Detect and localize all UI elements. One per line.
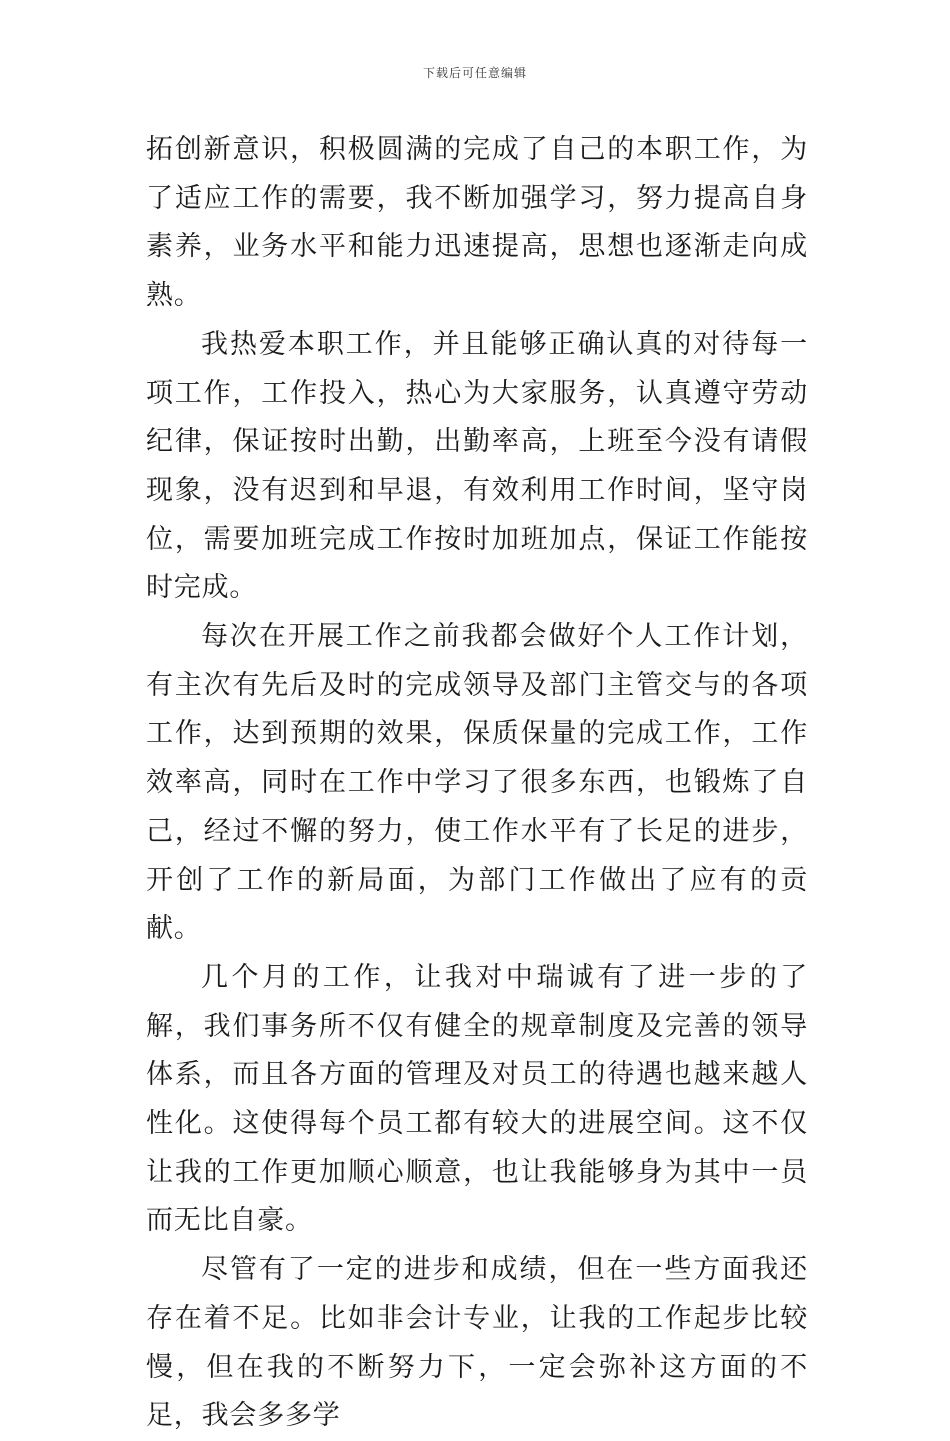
paragraph-work-plan: 每次在开展工作之前我都会做好个人工作计划，有主次有先后及时的完成领导及部门主管交与的各项工作，达到预期的效果，保质保量的完成工作，工作效率高，同时在工作中学习了很多东西，也锻炼了自己，经过不懈的努力，使工作水平有了长足的进步，开创了工作的新局面，为部门工作做出了应有的贡献。 xyxy=(146,621,808,945)
paragraph-shortcomings: 尽管有了一定的进步和成绩，但在一些方面我还存在着不足。比如非会计专业，让我的工作起步比较慢，但在我的不断努力下，一定会弥补这方面的不足，我会多多学 xyxy=(146,1254,808,1432)
document-body xyxy=(146,126,808,1441)
paragraph-firm-understanding: 几个月的工作，让我对中瑞诚有了进一步的了解，我们事务所不仅有健全的规章制度及完善的领导体系，而且各方面的管理及对员工的待遇也越来越人性化。这使得每个员工都有较大的进展空间。这不仅让我的工作更加顺心顺意，也让我能够身为其中一员而无比自豪。 xyxy=(146,961,808,1237)
paragraph-work-attitude: 我热爱本职工作，并且能够正确认真的对待每一项工作，工作投入，热心为大家服务，认真遵守劳动纪律，保证按时出勤，出勤率高，上班至今没有请假现象，没有迟到和早退，有效利用工作时间，坚守岗位，需要加班完成工作按时加班加点，保证工作能按时完成。 xyxy=(146,328,808,604)
paragraph-continuation: 拓创新意识，积极圆满的完成了自己的本职工作，为了适应工作的需要，我不断加强学习，努力提高自身素养，业务水平和能力迅速提高，思想也逐渐走向成熟。 xyxy=(146,134,808,312)
header-note: 下载后可任意编辑 xyxy=(422,66,527,80)
